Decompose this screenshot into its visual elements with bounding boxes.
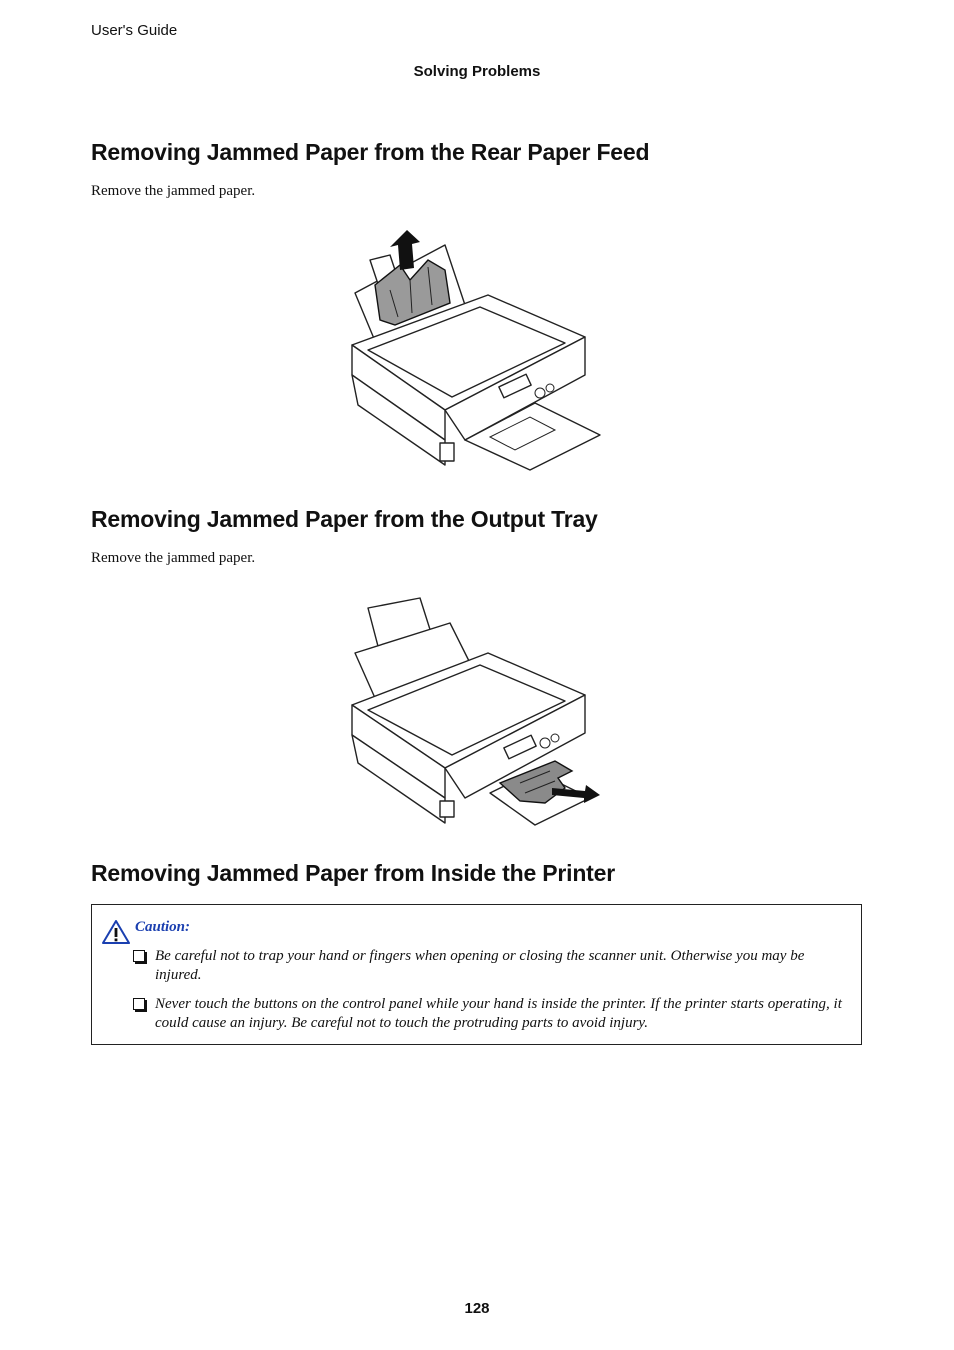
page-number: 128 [464,1300,490,1317]
warning-triangle-icon [102,919,130,945]
guide-title: User's Guide [91,22,178,39]
caution-item-text: Never touch the buttons on the control panel while your hand is inside the printer. If the printer starts operating, it could cause an injury. Be careful not to touch the protruding parts to avoid injury. [155,996,842,1031]
section-title: Solving Problems [413,63,541,80]
heading-output-tray: Removing Jammed Paper from the Output Tray [91,506,598,532]
checkbox-bullet-icon [133,950,145,962]
heading-rear-paper-feed: Removing Jammed Paper from the Rear Paper Feed [91,139,650,165]
instruction-output-tray: Remove the jammed paper. [91,550,256,566]
caution-box [91,904,862,1045]
instruction-rear-paper-feed: Remove the jammed paper. [91,183,256,199]
rear-feed-jam-illustration [340,225,620,475]
caution-item-text: Be careful not to trap your hand or fingers when opening or closing the scanner unit. Otherwise you may be injured. [155,948,805,983]
output-tray-jam-illustration [340,593,620,828]
caution-title: Caution: [135,919,191,935]
checkbox-bullet-icon [133,998,145,1010]
heading-inside-printer: Removing Jammed Paper from Inside the Printer [91,860,615,886]
